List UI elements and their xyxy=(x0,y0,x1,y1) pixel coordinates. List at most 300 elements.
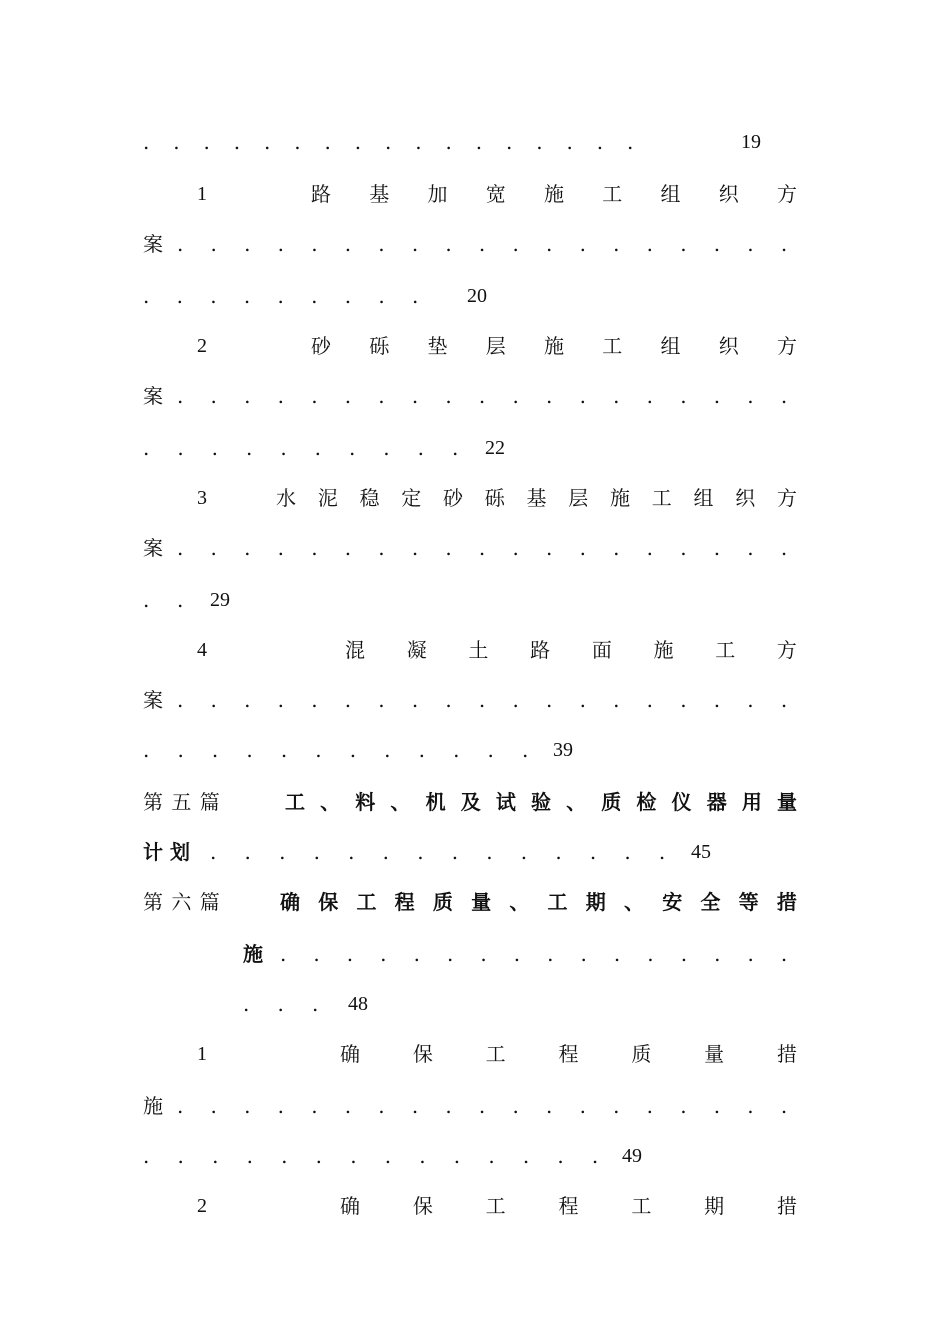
leader-dot: . xyxy=(411,1094,419,1118)
title-char: 层 xyxy=(485,334,506,358)
title-char: 仪 xyxy=(671,790,692,814)
leader-dot: . xyxy=(324,130,331,154)
title-char: 施 xyxy=(610,486,630,510)
leader-dot: . xyxy=(417,436,424,460)
leader-dot: . xyxy=(613,384,620,408)
leader-dot: . xyxy=(513,942,521,966)
title-char: 基 xyxy=(526,486,547,510)
leader-dot: . xyxy=(311,232,318,256)
leader-dot: . xyxy=(344,688,352,712)
leader-dot: . xyxy=(244,1094,251,1118)
title-char: 确 xyxy=(280,890,300,914)
leader-dot: . xyxy=(713,688,721,712)
title-char: 组 xyxy=(693,486,714,510)
leader-dot: . xyxy=(613,1094,620,1118)
leader-dot: . xyxy=(411,232,419,256)
leader-dot: . xyxy=(277,1094,284,1118)
leader-dot: . xyxy=(596,130,604,154)
toc-item-title xyxy=(311,179,797,209)
leader-dot: . xyxy=(646,1094,654,1118)
leader-dot: . xyxy=(624,840,631,864)
title-char: 垫 xyxy=(427,334,448,358)
toc-item-title xyxy=(345,635,797,665)
title-char: 程 xyxy=(394,890,415,914)
toc-item-tail: 案 xyxy=(143,536,163,560)
leader-dot: . xyxy=(211,436,219,460)
leader-dot: . xyxy=(512,384,519,408)
title-char: 质 xyxy=(601,790,622,814)
leader-dot: . xyxy=(713,536,721,560)
title-char: 组 xyxy=(660,334,681,358)
title-char: 路 xyxy=(311,182,331,206)
toc-item-number: 1 xyxy=(197,183,207,205)
leader-dot: . xyxy=(412,284,419,308)
leader-dot: . xyxy=(747,942,754,966)
leader-dot: . xyxy=(143,1144,150,1168)
leader-dot: . xyxy=(384,738,391,762)
page-number: 22 xyxy=(485,437,505,459)
leader-dot: . xyxy=(279,840,286,864)
toc-leader-row xyxy=(177,685,787,715)
leader-dot: . xyxy=(378,536,385,560)
leader-dot: . xyxy=(143,738,150,762)
toc-item-tail: 案 xyxy=(143,232,163,256)
page-number: 48 xyxy=(348,993,368,1015)
leader-dot: . xyxy=(445,232,452,256)
leader-dot: . xyxy=(478,232,486,256)
leader-dot: . xyxy=(580,942,587,966)
leader-dot: . xyxy=(344,384,352,408)
toc-leader-row xyxy=(143,281,418,311)
leader-dot: . xyxy=(143,436,150,460)
toc-leader-row xyxy=(177,533,787,563)
leader-dot: . xyxy=(143,284,150,308)
leader-dot: . xyxy=(312,992,319,1016)
leader-dot: . xyxy=(277,688,284,712)
title-char: 质 xyxy=(631,1042,652,1066)
leader-dot: . xyxy=(344,232,352,256)
leader-dot: . xyxy=(311,688,318,712)
leader-dot: . xyxy=(418,738,425,762)
leader-dot: . xyxy=(176,284,183,308)
leader-dot: . xyxy=(546,688,553,712)
leader-dot: . xyxy=(173,130,180,154)
leader-dot: . xyxy=(413,942,420,966)
leader-dot: . xyxy=(243,992,250,1016)
leader-dot: . xyxy=(478,1094,486,1118)
title-char: 期 xyxy=(704,1194,725,1218)
title-char: 措 xyxy=(776,890,797,914)
title-char: 量 xyxy=(776,790,797,814)
title-char: 工 xyxy=(602,182,623,206)
leader-dot: . xyxy=(313,942,320,966)
leader-dot: . xyxy=(280,436,287,460)
leader-dot: . xyxy=(344,1094,352,1118)
title-char: 保 xyxy=(412,1194,433,1218)
leader-dot: . xyxy=(314,436,321,460)
page-number: 19 xyxy=(741,131,761,153)
leader-dot: . xyxy=(579,688,586,712)
leader-dot: . xyxy=(780,688,788,712)
leader-dot: . xyxy=(294,130,301,154)
leader-dot: . xyxy=(177,232,184,256)
leader-dot: . xyxy=(478,688,486,712)
title-char: 方 xyxy=(777,334,797,358)
title-char: 试 xyxy=(495,790,516,814)
title-char: 工 xyxy=(356,890,377,914)
leader-dot: . xyxy=(713,384,721,408)
leader-dot: . xyxy=(557,1144,564,1168)
leader-dot: . xyxy=(522,1144,530,1168)
leader-dot: . xyxy=(378,284,385,308)
title-char: 全 xyxy=(700,890,721,914)
leader-dot: . xyxy=(244,840,251,864)
leader-dot: . xyxy=(453,1144,461,1168)
title-char: 措 xyxy=(776,1194,797,1218)
title-char: 砂 xyxy=(311,334,331,358)
leader-dot: . xyxy=(647,942,654,966)
leader-dot: . xyxy=(382,840,390,864)
title-char: 织 xyxy=(718,182,739,206)
title-char: 组 xyxy=(660,182,681,206)
title-char: 工 xyxy=(547,890,568,914)
title-char: 施 xyxy=(544,334,564,358)
leader-dot: . xyxy=(344,284,352,308)
title-char: 保 xyxy=(318,890,339,914)
toc-item-title xyxy=(340,1039,797,1069)
page-number: 29 xyxy=(210,589,230,611)
toc-item-number: 2 xyxy=(197,335,207,357)
leader-dot: . xyxy=(349,738,357,762)
title-char: 砂 xyxy=(443,486,463,510)
leader-dot: . xyxy=(579,536,586,560)
leader-dot: . xyxy=(487,738,494,762)
toc-leader-row xyxy=(177,1091,787,1121)
leader-dot: . xyxy=(547,942,554,966)
leader-dot: . xyxy=(589,840,597,864)
title-char: 工 xyxy=(485,1042,506,1066)
part-title-tail: 计 划 xyxy=(143,840,190,864)
title-char: 稳 xyxy=(359,486,380,510)
leader-dot: . xyxy=(747,232,754,256)
title-char: 、 xyxy=(320,790,341,814)
toc-leader-row xyxy=(243,989,318,1019)
leader-dot: . xyxy=(680,384,687,408)
leader-dot: . xyxy=(713,232,721,256)
leader-dot: . xyxy=(566,130,573,154)
page-number: 39 xyxy=(553,739,573,761)
leader-dot: . xyxy=(348,436,356,460)
leader-dot: . xyxy=(680,232,687,256)
leader-dot: . xyxy=(280,942,287,966)
leader-dot: . xyxy=(445,1094,452,1118)
leader-dot: . xyxy=(244,536,251,560)
leader-dot: . xyxy=(520,840,528,864)
title-char: 砾 xyxy=(369,334,390,358)
leader-dot: . xyxy=(411,688,419,712)
toc-leader-row xyxy=(177,229,787,259)
toc-item-number: 2 xyxy=(197,1195,207,1217)
toc-item-number: 4 xyxy=(197,639,207,661)
leader-dot: . xyxy=(486,840,493,864)
leader-dot: . xyxy=(591,1144,599,1168)
leader-dot: . xyxy=(555,840,562,864)
leader-dot: . xyxy=(680,1094,687,1118)
leader-dot: . xyxy=(177,436,184,460)
leader-dot: . xyxy=(546,536,553,560)
title-char: 织 xyxy=(718,334,739,358)
title-char: 器 xyxy=(706,790,727,814)
title-char: 措 xyxy=(776,1042,797,1066)
title-char: 检 xyxy=(636,790,657,814)
title-char: 层 xyxy=(568,486,589,510)
leader-dot: . xyxy=(512,1094,519,1118)
leader-dot: . xyxy=(383,436,390,460)
leader-dot: . xyxy=(747,1094,754,1118)
leader-dot: . xyxy=(277,536,284,560)
leader-dot: . xyxy=(210,840,217,864)
leader-dot: . xyxy=(579,1094,586,1118)
leader-dot: . xyxy=(747,536,754,560)
toc-leader-row xyxy=(143,433,458,463)
leader-dot: . xyxy=(446,942,454,966)
toc-leader-row xyxy=(143,1141,598,1171)
title-char: 方 xyxy=(777,182,797,206)
toc-item-title xyxy=(311,331,797,361)
leader-dot: . xyxy=(613,536,620,560)
leader-dot: . xyxy=(177,1094,184,1118)
leader-dot: . xyxy=(210,1094,217,1118)
part-title xyxy=(280,887,797,917)
title-char: 机 xyxy=(425,790,446,814)
leader-dot: . xyxy=(378,688,385,712)
leader-dot: . xyxy=(714,942,721,966)
leader-dot: . xyxy=(243,284,251,308)
leader-dot: . xyxy=(380,942,387,966)
leader-dot: . xyxy=(579,384,586,408)
leader-dot: . xyxy=(344,536,352,560)
leader-dot: . xyxy=(445,130,452,154)
title-char: 、 xyxy=(509,890,530,914)
leader-dot: . xyxy=(210,232,217,256)
leader-dot: . xyxy=(780,1094,788,1118)
leader-dot: . xyxy=(177,384,184,408)
leader-dot: . xyxy=(277,232,284,256)
title-char: 安 xyxy=(662,890,683,914)
title-char: 用 xyxy=(741,790,762,814)
leader-dot: . xyxy=(411,384,419,408)
leader-dot: . xyxy=(233,130,241,154)
title-char: 方 xyxy=(776,638,797,662)
leader-dot: . xyxy=(244,688,251,712)
leader-dot: . xyxy=(246,1144,253,1168)
leader-dot: . xyxy=(212,1144,219,1168)
title-char: 施 xyxy=(653,638,674,662)
leader-dot: . xyxy=(246,738,253,762)
leader-dot: . xyxy=(315,738,322,762)
title-char: 水 xyxy=(276,486,296,510)
title-char: 基 xyxy=(369,182,390,206)
leader-dot: . xyxy=(378,1094,385,1118)
leader-dot: . xyxy=(546,232,553,256)
title-char: 工 xyxy=(651,486,672,510)
leader-dot: . xyxy=(747,384,754,408)
page-number: 20 xyxy=(467,285,487,307)
leader-dot: . xyxy=(453,738,460,762)
leader-dot: . xyxy=(417,840,424,864)
leader-dot: . xyxy=(680,688,687,712)
toc-leader-row xyxy=(143,127,633,157)
title-char: 料 xyxy=(355,790,376,814)
leader-dot: . xyxy=(445,536,452,560)
title-char: 工 xyxy=(285,790,305,814)
title-char: 路 xyxy=(530,638,551,662)
leader-dot: . xyxy=(354,130,362,154)
leader-dot: . xyxy=(451,436,459,460)
leader-dot: . xyxy=(546,1094,553,1118)
leader-dot: . xyxy=(445,384,452,408)
leader-dot: . xyxy=(478,384,486,408)
title-char: 凝 xyxy=(406,638,427,662)
leader-dot: . xyxy=(177,536,184,560)
toc-leader-row xyxy=(143,585,183,615)
leader-dot: . xyxy=(244,232,251,256)
leader-dot: . xyxy=(579,232,586,256)
leader-dot: . xyxy=(475,130,483,154)
page-number: 49 xyxy=(622,1145,642,1167)
title-char: 定 xyxy=(401,486,422,510)
leader-dot: . xyxy=(311,384,318,408)
leader-dot: . xyxy=(680,536,687,560)
toc-item-number: 3 xyxy=(197,487,207,509)
title-char: 量 xyxy=(704,1042,725,1066)
part-title-tail: 施 xyxy=(243,942,263,966)
leader-dot: . xyxy=(478,536,486,560)
leader-dot: . xyxy=(311,284,318,308)
toc-item-title xyxy=(340,1191,797,1221)
leader-dot: . xyxy=(521,738,529,762)
title-char: 施 xyxy=(544,182,564,206)
leader-dot: . xyxy=(378,384,385,408)
leader-dot: . xyxy=(451,840,459,864)
title-char: 质 xyxy=(432,890,453,914)
toc-item-tail: 案 xyxy=(143,688,163,712)
leader-dot: . xyxy=(646,384,654,408)
title-char: 混 xyxy=(345,638,365,662)
leader-dot: . xyxy=(177,588,184,612)
leader-dot: . xyxy=(780,942,788,966)
leader-dot: . xyxy=(346,942,354,966)
leader-dot: . xyxy=(378,232,385,256)
leader-dot: . xyxy=(506,130,513,154)
toc-item-tail: 施 xyxy=(143,1094,163,1118)
leader-dot: . xyxy=(210,384,217,408)
leader-dot: . xyxy=(177,738,184,762)
leader-dot: . xyxy=(281,1144,288,1168)
title-char: 加 xyxy=(427,182,448,206)
leader-dot: . xyxy=(277,384,284,408)
toc-item-title xyxy=(276,483,797,513)
leader-dot: . xyxy=(277,992,284,1016)
leader-dot: . xyxy=(415,130,422,154)
leader-dot: . xyxy=(143,588,150,612)
leader-dot: . xyxy=(311,1094,318,1118)
leader-dot: . xyxy=(646,536,654,560)
leader-dot: . xyxy=(546,384,553,408)
leader-dot: . xyxy=(536,130,543,154)
leader-dot: . xyxy=(384,1144,392,1168)
title-char: 、 xyxy=(623,890,644,914)
title-char: 确 xyxy=(340,1042,360,1066)
leader-dot: . xyxy=(315,1144,323,1168)
title-char: 工 xyxy=(485,1194,506,1218)
part-label: 第 五 篇 xyxy=(143,790,220,814)
leader-dot: . xyxy=(512,688,519,712)
toc-leader-row xyxy=(280,939,787,969)
leader-dot: . xyxy=(348,840,355,864)
leader-dot: . xyxy=(646,232,654,256)
toc-item-number: 1 xyxy=(197,1043,207,1065)
part-title xyxy=(285,787,797,817)
leader-dot: . xyxy=(613,232,620,256)
leader-dot: . xyxy=(488,1144,495,1168)
title-char: 程 xyxy=(558,1194,579,1218)
title-char: 及 xyxy=(460,790,481,814)
leader-dot: . xyxy=(627,130,634,154)
title-char: 等 xyxy=(738,890,759,914)
leader-dot: . xyxy=(264,130,271,154)
leader-dot: . xyxy=(646,688,654,712)
toc-leader-row xyxy=(177,381,787,411)
leader-dot: . xyxy=(280,738,288,762)
leader-dot: . xyxy=(658,840,666,864)
title-char: 织 xyxy=(735,486,756,510)
title-char: 泥 xyxy=(317,486,338,510)
leader-dot: . xyxy=(411,536,419,560)
title-char: 砾 xyxy=(484,486,505,510)
leader-dot: . xyxy=(277,284,284,308)
leader-dot: . xyxy=(245,436,253,460)
leader-dot: . xyxy=(747,688,754,712)
leader-dot: . xyxy=(210,536,217,560)
title-char: 、 xyxy=(566,790,587,814)
leader-dot: . xyxy=(713,1094,721,1118)
leader-dot: . xyxy=(419,1144,426,1168)
page-number: 45 xyxy=(691,841,711,863)
leader-dot: . xyxy=(445,688,452,712)
title-char: 工 xyxy=(631,1194,652,1218)
title-char: 验 xyxy=(530,790,551,814)
leader-dot: . xyxy=(385,130,392,154)
leader-dot: . xyxy=(210,284,217,308)
leader-dot: . xyxy=(311,536,318,560)
toc-item-tail: 案 xyxy=(143,384,163,408)
title-char: 、 xyxy=(390,790,411,814)
leader-dot: . xyxy=(780,536,788,560)
leader-dot: . xyxy=(143,130,150,154)
leader-dot: . xyxy=(480,942,487,966)
leader-dot: . xyxy=(350,1144,357,1168)
title-char: 面 xyxy=(591,638,612,662)
leader-dot: . xyxy=(203,130,210,154)
leader-dot: . xyxy=(177,1144,184,1168)
leader-dot: . xyxy=(313,840,320,864)
leader-dot: . xyxy=(613,942,621,966)
title-char: 宽 xyxy=(485,182,506,206)
leader-dot: . xyxy=(177,688,184,712)
title-char: 工 xyxy=(602,334,623,358)
leader-dot: . xyxy=(512,232,519,256)
